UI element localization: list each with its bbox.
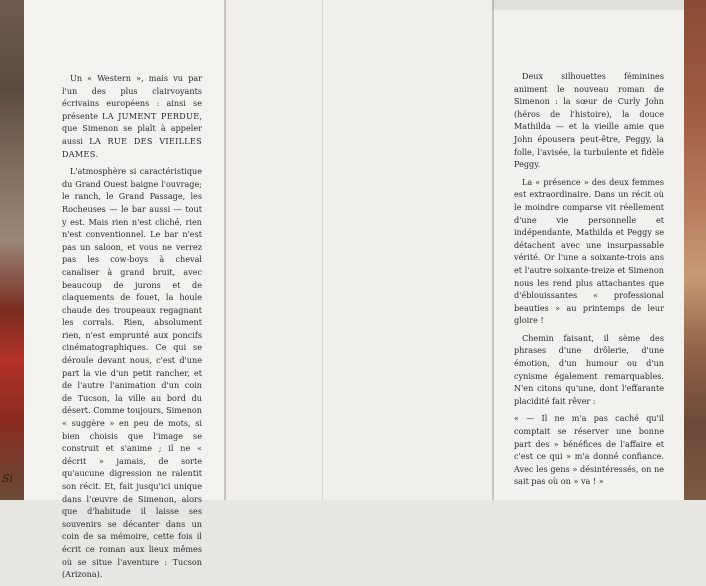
- fold-line: [322, 0, 323, 500]
- right-paragraph-2: La « présence » des deux femmes est extraordinaire. Dans un récit où le moindre comparse vit réellement d'une vie personnelle et indépendante, Mathilda et Peggy se détachent avec une insurpassable vérité. Or l'une a soixante-trois ans et l'autre soixante-treize et Simenon nous les rend plus attachantes que d'éblouissantes « professional beauties » au printemps de leur gloire !: [514, 176, 664, 326]
- right-paragraph-1: Deux silhouettes féminines animent le nouveau roman de Simenon : la sœur de Curly John (héros de l'histoire), la douce Mathilda — et la vieille amie que John épousera peut-être, Peggy, la folle, l'avisée, la turbulente et fidèle Peggy.: [514, 71, 664, 170]
- right-quote: « — Il ne m'a pas caché qu'il comptait se réserver une bonne part des » bénéfices de l'affaire et c'est ce qui » m'a donné confiance. Avec les gens » désintéressés, on ne sait pas où on » va ! »: [514, 413, 664, 487]
- cover-illustration-right-edge: [684, 0, 706, 500]
- cover-illustration-left-edge: [0, 0, 24, 500]
- book-alt-title: LA RUE DES VIEILLES DAMES: [62, 135, 202, 159]
- text-span: , que Simenon se plaît à appeler aussi: [62, 110, 202, 146]
- left-flap-text: [62, 72, 202, 586]
- text-span: .: [95, 148, 99, 159]
- left-paragraph-2: L'atmosphère si caractéristique du Grand Ouest baigne l'ouvrage; le ranch, le Grand Passage, les Rocheuses — le bar aussi — tout y est. Mais rien n'est cliché, rien n'est conventionnel. Le bar n'est pas un saloon, et vous ne verrez pas les cow-boys à cheval canaliser à grand bruit, avec beaucoup de jurons et de claquements de fouet, la houle chaude des troupeaux regagnant les corrals. Rien, absolument rien, n'est emprunté aux poncifs cinématographiques. Ce qui se déroule devant nous, c'est d'une part la vie d'un petit rancher, et de l'autre l'animation d'un coin de Tucson, la ville au bord du désert. Comme toujours, Simenon « suggère » en peu de mots, si bien choisis que l'image se construit et s'anime ; il ne « décrit » jamais, de sorte qu'aucune digression ne ralentit son récit. Et, fait jusqu'ici unique dans l'œuvre de Simenon, alors que d'habitude il laisse ses souvenirs se décanter dans un coin de sa mémoire, cette fois il écrit ce roman aux lieux mêmes où se situe l'aventure : Tucson (Arizona).: [62, 166, 202, 580]
- right-flap-text: [514, 70, 664, 493]
- book-title: LA JUMENT PERDUE: [102, 110, 200, 121]
- text-span: Un « Western », mais vu par l'un des plus clairvoyants écrivains européens : ainsi se présente: [62, 73, 202, 121]
- left-paragraph-1: [62, 72, 202, 160]
- blank-center-panel: [224, 0, 492, 500]
- right-paragraph-3: Chemin faisant, il sème des phrases d'une drôlerie, d'une émotion, d'un humour ou d'un cynisme également remarquables. N'en citons qu'une, dont l'effarante placidité fait rêver :: [514, 332, 664, 406]
- right-panel-top-band: [492, 0, 684, 10]
- fold-line: [492, 0, 494, 500]
- signature-fragment: Si: [2, 472, 14, 485]
- fold-line: [224, 0, 226, 500]
